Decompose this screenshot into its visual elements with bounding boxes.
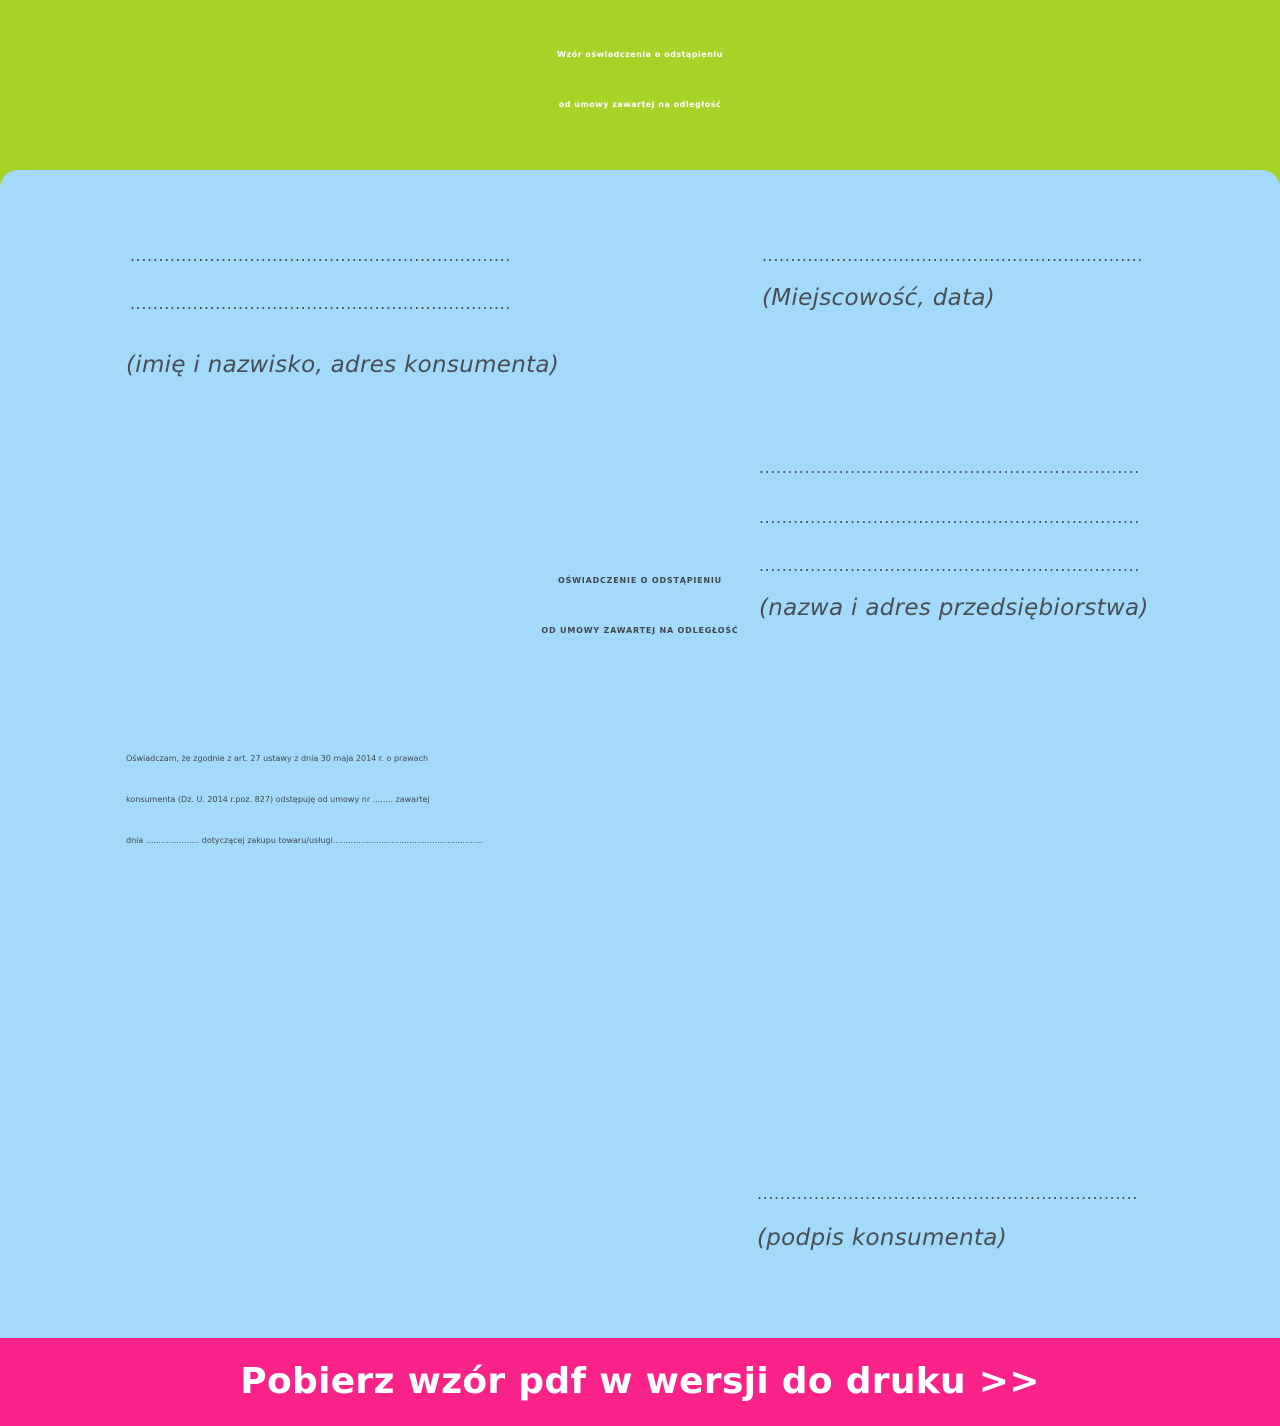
- statement-line-3: dnia ..................... dotyczącej zakupu towaru/usługi...........................................................: [126, 836, 483, 845]
- header-title-line-2: od umowy zawartej na odległość: [558, 100, 722, 109]
- company-line-1: ...................................................................: [759, 458, 1140, 477]
- statement-paragraph: [126, 738, 1156, 861]
- document-title: [0, 556, 1280, 656]
- document-title-line-1: OŚWIADCZENIE O ODSTĄPIENIU: [558, 576, 722, 585]
- company-line-2: ...................................................................: [759, 508, 1140, 527]
- statement-line-2: konsumenta (Dz. U. 2014 r.poz. 827) odstępuję od umowy nr ........ zawartej: [126, 795, 430, 804]
- download-pdf-button[interactable]: [0, 1338, 1280, 1426]
- header-banner: [0, 0, 1280, 180]
- statement-line-1: Oświadczam, że zgodnie z art. 27 ustawy z dnia 30 maja 2014 r. o prawach: [126, 754, 429, 763]
- download-pdf-label: Pobierz wzór pdf w wersji do druku >>: [240, 1361, 1040, 1402]
- header-title-line-1: Wzór oświadczenia o odstąpieniu: [557, 50, 723, 59]
- place-date-line: ...................................................................: [762, 246, 1143, 265]
- company-caption: (nazwa i adres przedsiębiorstwa): [759, 595, 1149, 621]
- consumer-line-1: ...................................................................: [130, 246, 511, 265]
- document-title-line-2: OD UMOWY ZAWARTEJ NA ODLEGŁOŚĆ: [541, 626, 739, 635]
- consumer-line-2: ...................................................................: [130, 294, 511, 313]
- company-line-3: ...................................................................: [759, 556, 1140, 575]
- signature-caption: (podpis konsumenta): [757, 1225, 1007, 1251]
- header-title: [0, 30, 1280, 130]
- consumer-caption: (imię i nazwisko, adres konsumenta): [126, 352, 560, 378]
- signature-line: ...................................................................: [757, 1184, 1138, 1203]
- place-date-caption: (Miejscowość, data): [762, 285, 996, 311]
